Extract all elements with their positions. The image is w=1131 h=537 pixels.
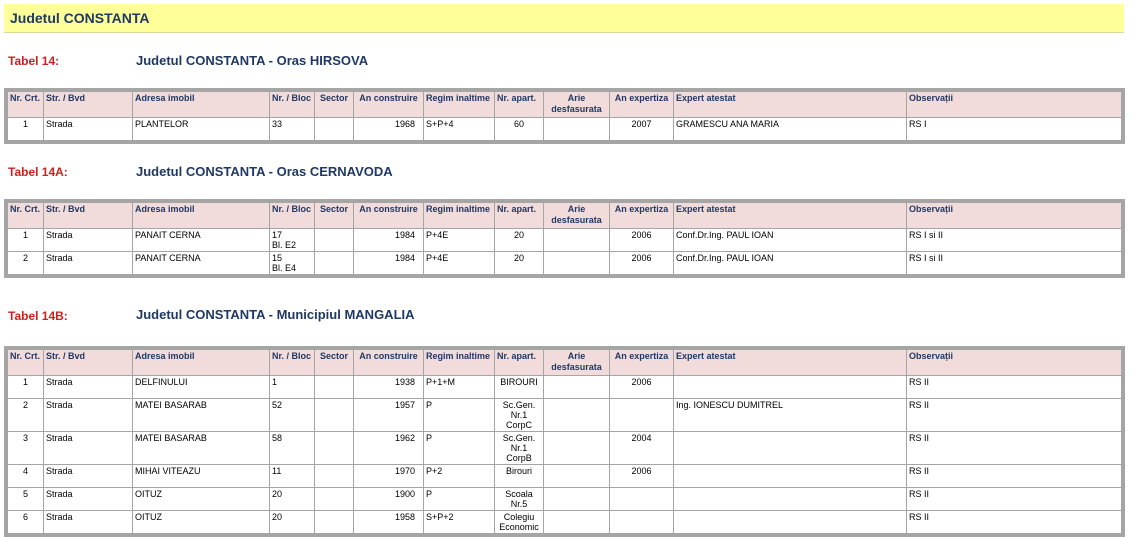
column-header-construction-year: An construire xyxy=(354,92,424,118)
cell-floor-area xyxy=(544,376,610,399)
cell-number-block: 52 xyxy=(270,399,315,432)
table-title: Judetul CONSTANTA - Oras HIRSOVA xyxy=(136,53,369,68)
column-header-street-type: Str. / Bvd xyxy=(44,203,133,229)
cell-address: MATEI BASARAB xyxy=(133,399,270,432)
column-header-height-regime: Regim inaltime xyxy=(424,203,495,229)
cell-street-type: Strada xyxy=(44,252,133,275)
cell-number-block: 1 xyxy=(270,376,315,399)
cell-address: OITUZ xyxy=(133,511,270,534)
cell-address: PANAIT CERNA xyxy=(133,252,270,275)
table xyxy=(7,91,1122,141)
cell-apartments: Colegiu Economic xyxy=(495,511,544,534)
column-header-address: Adresa imobil xyxy=(133,203,270,229)
column-header-apartments: Nr. apart. xyxy=(495,350,544,376)
column-header-construction-year: An construire xyxy=(354,203,424,229)
column-header-height-regime: Regim inaltime xyxy=(424,350,495,376)
cell-nr-crt: 6 xyxy=(8,511,44,534)
cell-address: DELFINULUI xyxy=(133,376,270,399)
cell-nr-crt: 1 xyxy=(8,229,44,252)
table-label: Tabel 14A: xyxy=(8,165,68,179)
cell-nr-crt: 5 xyxy=(8,488,44,511)
cell-construction-year: 1938 xyxy=(354,376,424,399)
cell-sector xyxy=(315,511,354,534)
cell-expert: Ing. IONESCU DUMITREL xyxy=(674,399,907,432)
cell-observations: RS II xyxy=(907,376,1122,399)
cell-expertise-year xyxy=(610,488,674,511)
table xyxy=(7,202,1122,275)
cell-height-regime: S+P+2 xyxy=(424,511,495,534)
cell-number-block: 17 Bl. E2 xyxy=(270,229,315,252)
column-header-height-regime: Regim inaltime xyxy=(424,92,495,118)
cell-number-block: 20 xyxy=(270,488,315,511)
cell-expert xyxy=(674,488,907,511)
cell-expertise-year xyxy=(610,511,674,534)
cell-sector xyxy=(315,465,354,488)
cell-construction-year: 1968 xyxy=(354,118,424,141)
table-row xyxy=(8,252,1122,275)
cell-height-regime: P+4E xyxy=(424,252,495,275)
county-title: Judetul CONSTANTA xyxy=(10,10,150,26)
cell-construction-year: 1970 xyxy=(354,465,424,488)
column-header-number-block: Nr. / Bloc xyxy=(270,92,315,118)
column-header-expert: Expert atestat xyxy=(674,350,907,376)
cell-height-regime: S+P+4 xyxy=(424,118,495,141)
cell-apartments: 60 xyxy=(495,118,544,141)
cell-nr-crt: 1 xyxy=(8,376,44,399)
cell-street-type: Strada xyxy=(44,488,133,511)
table-row xyxy=(8,399,1122,432)
cell-expertise-year: 2006 xyxy=(610,376,674,399)
cell-address: PANAIT CERNA xyxy=(133,229,270,252)
column-header-nr-crt: Nr. Crt. xyxy=(8,203,44,229)
cell-apartments: Sc.Gen. Nr.1 CorpC xyxy=(495,399,544,432)
column-header-observations: Observații xyxy=(907,92,1122,118)
cell-height-regime: P xyxy=(424,488,495,511)
cell-sector xyxy=(315,399,354,432)
cell-apartments: 20 xyxy=(495,229,544,252)
column-header-observations: Observații xyxy=(907,350,1122,376)
cell-floor-area xyxy=(544,432,610,465)
cell-street-type: Strada xyxy=(44,511,133,534)
cell-expert xyxy=(674,376,907,399)
cell-sector xyxy=(315,229,354,252)
cell-street-type: Strada xyxy=(44,399,133,432)
table-header-row xyxy=(8,350,1122,376)
cell-number-block: 11 xyxy=(270,465,315,488)
column-header-street-type: Str. / Bvd xyxy=(44,92,133,118)
cell-nr-crt: 4 xyxy=(8,465,44,488)
cell-apartments: Sc.Gen. Nr.1 CorpB xyxy=(495,432,544,465)
cell-construction-year: 1962 xyxy=(354,432,424,465)
cell-observations: RS I xyxy=(907,118,1122,141)
cell-construction-year: 1900 xyxy=(354,488,424,511)
cell-floor-area xyxy=(544,465,610,488)
cell-observations: RS II xyxy=(907,399,1122,432)
cell-address: MIHAI VITEAZU xyxy=(133,465,270,488)
cell-height-regime: P xyxy=(424,399,495,432)
cell-height-regime: P+4E xyxy=(424,229,495,252)
column-header-nr-crt: Nr. Crt. xyxy=(8,92,44,118)
cell-street-type: Strada xyxy=(44,376,133,399)
cell-height-regime: P+1+M xyxy=(424,376,495,399)
column-header-floor-area: Arie desfasurata xyxy=(544,92,610,118)
column-header-observations: Observații xyxy=(907,203,1122,229)
cell-sector xyxy=(315,488,354,511)
cell-height-regime: P xyxy=(424,432,495,465)
cell-expertise-year: 2006 xyxy=(610,252,674,275)
table-row xyxy=(8,465,1122,488)
cell-sector xyxy=(315,376,354,399)
column-header-sector: Sector xyxy=(315,350,354,376)
cell-expert: Conf.Dr.Ing. PAUL IOAN xyxy=(674,229,907,252)
cell-height-regime: P+2 xyxy=(424,465,495,488)
cell-construction-year: 1958 xyxy=(354,511,424,534)
cell-number-block: 15 Bl. E4 xyxy=(270,252,315,275)
column-header-expert: Expert atestat xyxy=(674,92,907,118)
column-header-sector: Sector xyxy=(315,203,354,229)
cell-observations: RS I si II xyxy=(907,229,1122,252)
cell-apartments: 20 xyxy=(495,252,544,275)
column-header-number-block: Nr. / Bloc xyxy=(270,203,315,229)
cell-expertise-year: 2004 xyxy=(610,432,674,465)
column-header-expertise-year: An expertiza xyxy=(610,350,674,376)
county-banner xyxy=(4,4,1124,33)
table-row xyxy=(8,488,1122,511)
column-header-expertise-year: An expertiza xyxy=(610,203,674,229)
cell-construction-year: 1984 xyxy=(354,229,424,252)
cell-construction-year: 1957 xyxy=(354,399,424,432)
cell-floor-area xyxy=(544,399,610,432)
table-row xyxy=(8,511,1122,534)
data-table-mangalia xyxy=(4,346,1125,537)
cell-apartments: Scoala Nr.5 xyxy=(495,488,544,511)
cell-observations: RS II xyxy=(907,432,1122,465)
cell-number-block: 20 xyxy=(270,511,315,534)
table-row xyxy=(8,432,1122,465)
cell-expert xyxy=(674,465,907,488)
column-header-expert: Expert atestat xyxy=(674,203,907,229)
cell-nr-crt: 2 xyxy=(8,399,44,432)
cell-expertise-year xyxy=(610,399,674,432)
column-header-number-block: Nr. / Bloc xyxy=(270,350,315,376)
column-header-floor-area: Arie desfasurata xyxy=(544,350,610,376)
cell-observations: RS II xyxy=(907,488,1122,511)
column-header-address: Adresa imobil xyxy=(133,350,270,376)
table-label: Tabel 14B: xyxy=(8,309,68,323)
cell-number-block: 33 xyxy=(270,118,315,141)
table-row xyxy=(8,376,1122,399)
cell-address: PLANTELOR xyxy=(133,118,270,141)
cell-nr-crt: 1 xyxy=(8,118,44,141)
table xyxy=(7,349,1122,534)
column-header-apartments: Nr. apart. xyxy=(495,92,544,118)
cell-expertise-year: 2006 xyxy=(610,229,674,252)
cell-construction-year: 1984 xyxy=(354,252,424,275)
column-header-sector: Sector xyxy=(315,92,354,118)
table-row xyxy=(8,229,1122,252)
cell-floor-area xyxy=(544,229,610,252)
table-label: Tabel 14: xyxy=(8,54,60,68)
cell-floor-area xyxy=(544,488,610,511)
cell-apartments: BIROURI xyxy=(495,376,544,399)
data-table-cernavoda xyxy=(4,199,1125,278)
cell-apartments: Birouri xyxy=(495,465,544,488)
column-header-street-type: Str. / Bvd xyxy=(44,350,133,376)
cell-expertise-year: 2006 xyxy=(610,465,674,488)
column-header-nr-crt: Nr. Crt. xyxy=(8,350,44,376)
cell-nr-crt: 2 xyxy=(8,252,44,275)
column-header-apartments: Nr. apart. xyxy=(495,203,544,229)
cell-address: OITUZ xyxy=(133,488,270,511)
cell-address: MATEI BASARAB xyxy=(133,432,270,465)
cell-street-type: Strada xyxy=(44,465,133,488)
cell-street-type: Strada xyxy=(44,118,133,141)
table-title: Judetul CONSTANTA - Oras CERNAVODA xyxy=(136,164,393,179)
cell-nr-crt: 3 xyxy=(8,432,44,465)
cell-street-type: Strada xyxy=(44,229,133,252)
cell-floor-area xyxy=(544,118,610,141)
cell-expert: GRAMESCU ANA MARIA xyxy=(674,118,907,141)
column-header-expertise-year: An expertiza xyxy=(610,92,674,118)
cell-expert xyxy=(674,511,907,534)
cell-expert: Conf.Dr.Ing. PAUL IOAN xyxy=(674,252,907,275)
table-title: Judetul CONSTANTA - Municipiul MANGALIA xyxy=(136,307,415,322)
cell-floor-area xyxy=(544,252,610,275)
cell-number-block: 58 xyxy=(270,432,315,465)
cell-street-type: Strada xyxy=(44,432,133,465)
data-table-hirsova xyxy=(4,88,1125,144)
table-header-row xyxy=(8,203,1122,229)
cell-expertise-year: 2007 xyxy=(610,118,674,141)
table-header-row xyxy=(8,92,1122,118)
column-header-construction-year: An construire xyxy=(354,350,424,376)
cell-observations: RS II xyxy=(907,465,1122,488)
table-row xyxy=(8,118,1122,141)
column-header-address: Adresa imobil xyxy=(133,92,270,118)
cell-sector xyxy=(315,118,354,141)
cell-sector xyxy=(315,252,354,275)
cell-observations: RS II xyxy=(907,511,1122,534)
cell-sector xyxy=(315,432,354,465)
cell-expert xyxy=(674,432,907,465)
cell-observations: RS I si II xyxy=(907,252,1122,275)
cell-floor-area xyxy=(544,511,610,534)
column-header-floor-area: Arie desfasurata xyxy=(544,203,610,229)
